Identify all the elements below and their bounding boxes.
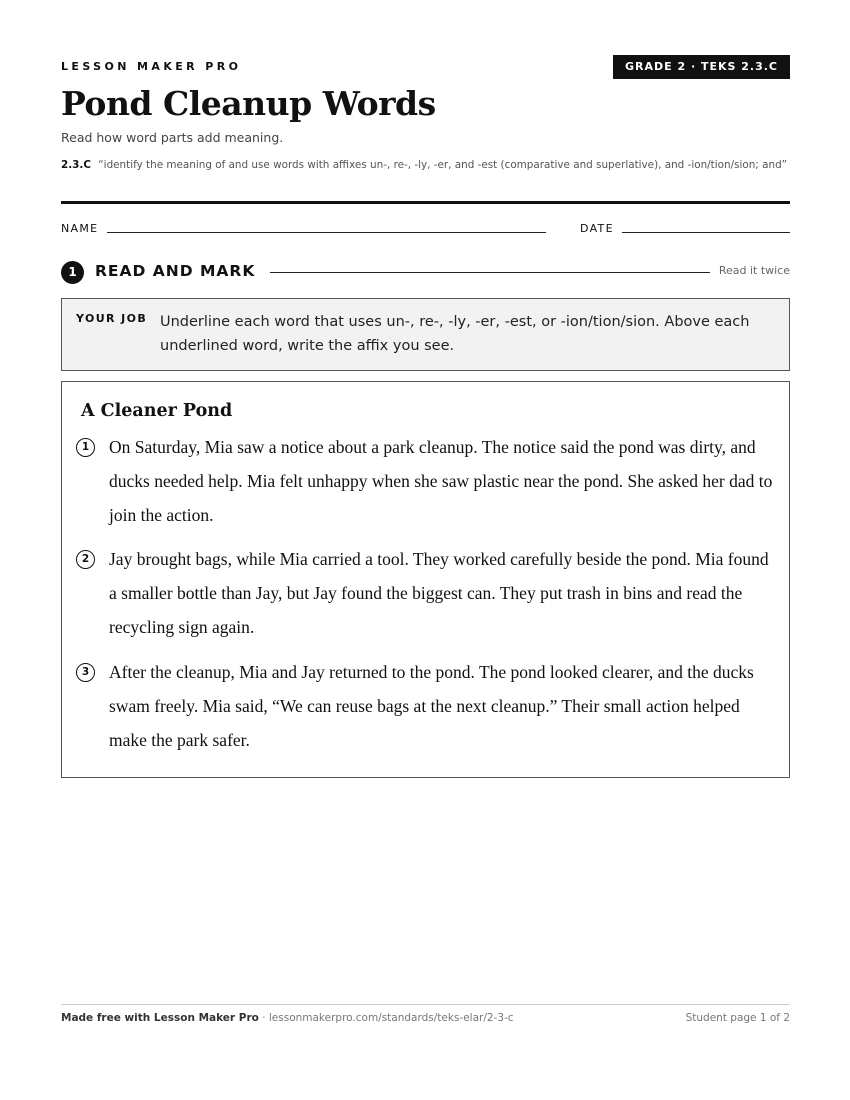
section-rule xyxy=(270,272,710,273)
job-box xyxy=(61,298,790,371)
section-number-badge: 1 xyxy=(61,261,84,284)
name-write-line[interactable] xyxy=(107,232,546,233)
footer-page-number: Student page 1 of 2 xyxy=(685,1012,790,1024)
standard-text: “identify the meaning of and use words with affixes un-, re-, -ly, -er, and -est (comparative and superlative), and -ion/tion/sion; and” xyxy=(98,159,788,171)
story-box xyxy=(61,381,790,778)
date-label: DATE xyxy=(580,222,614,235)
footer-separator: · xyxy=(258,1012,269,1024)
standard-code: 2.3.C xyxy=(61,159,91,171)
section-hint: Read it twice xyxy=(718,264,790,277)
paragraph-text: On Saturday, Mia saw a notice about a park cleanup. The notice said the pond was dirty, and ducks needed help. Mia felt unhappy when she saw plastic near the pond. She asked her dad to join the action. xyxy=(109,437,773,525)
name-date-row xyxy=(61,222,790,236)
grade-badge: GRADE 2 · TEKS 2.3.C xyxy=(613,55,790,79)
paragraph-number: 3 xyxy=(76,663,95,682)
page-title: Pond Cleanup Words xyxy=(61,84,436,123)
section-title: READ AND MARK xyxy=(95,262,256,280)
story-title: A Cleaner Pond xyxy=(81,401,233,421)
footer-credit xyxy=(61,1012,514,1024)
footer-url[interactable]: lessonmakerpro.com/standards/teks-elar/2-3-c xyxy=(268,1012,514,1024)
standard-description xyxy=(61,157,790,173)
top-bar xyxy=(61,55,790,79)
date-write-line[interactable] xyxy=(622,232,790,233)
brand-name: LESSON MAKER PRO xyxy=(61,60,242,73)
paragraph-number: 2 xyxy=(76,550,95,569)
footer-divider xyxy=(61,1004,790,1005)
paragraph-text: Jay brought bags, while Mia carried a tool. They worked carefully beside the pond. Mia found a smaller bottle than Jay, but Jay found the biggest can. They put trash in bins and read the recycling sign again. xyxy=(109,549,769,637)
paragraph-number: 1 xyxy=(76,438,95,457)
name-label: NAME xyxy=(61,222,99,235)
worksheet-page xyxy=(61,0,790,1100)
footer-made-with: Made free with Lesson Maker Pro xyxy=(61,1012,259,1024)
job-instructions: Underline each word that uses un-, re-, -ly, -er, -est, or -ion/tion/sion. Above each underlined word, write the affix you see. xyxy=(160,314,750,354)
header-divider xyxy=(61,201,790,204)
paragraph-text: After the cleanup, Mia and Jay returned to the pond. The pond looked clearer, and the ducks swam freely. Mia said, “We can reuse bags at the next cleanup.” Their small action helped make the park safer. xyxy=(109,662,754,750)
job-label: YOUR JOB xyxy=(76,312,148,325)
page-subtitle: Read how word parts add meaning. xyxy=(61,130,284,145)
section-header xyxy=(61,260,790,284)
